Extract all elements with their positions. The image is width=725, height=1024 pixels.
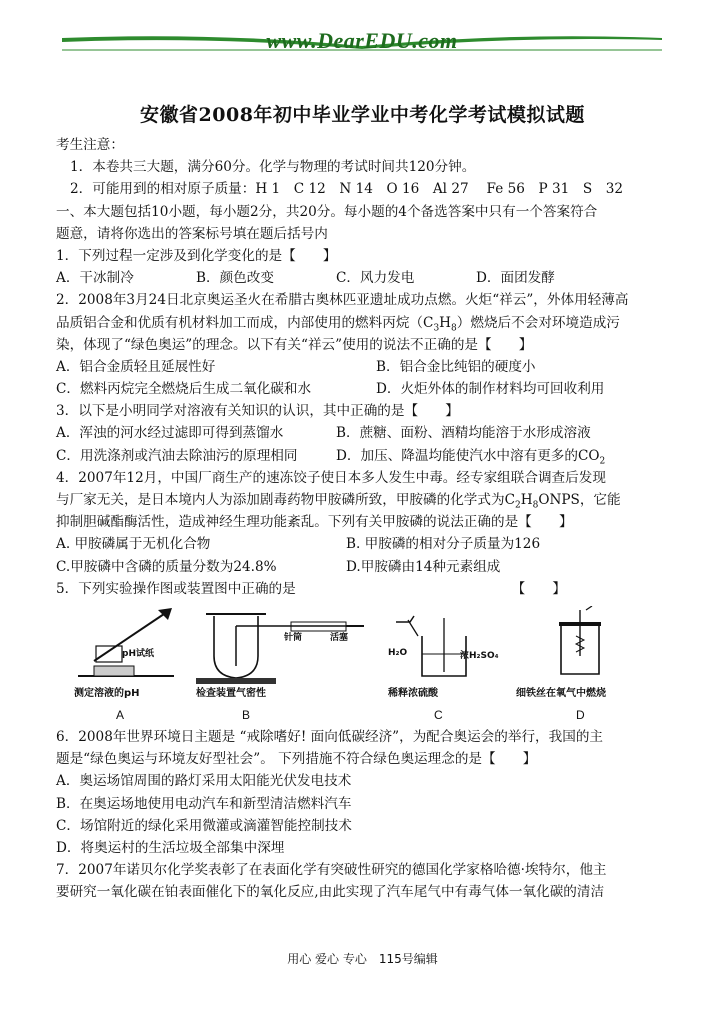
site-url[interactable]: www.DearEDU.com [266, 28, 458, 53]
q4-option-c: C.甲胺磷中含磷的质量分数为24.8% [56, 558, 277, 575]
q5-stem-line [56, 578, 666, 600]
q3-option-c: C．用洗涤剂或汽油去除油污的原理相同 [56, 447, 298, 464]
q4-option-a: A. 甲胺磷属于无机化合物 [56, 536, 211, 553]
figure-a [74, 606, 184, 726]
notice-heading: 考生注意： [56, 137, 124, 153]
q6-option-b: B．在奥运场地使用电动汽车和新型清洁燃料汽车 [56, 795, 352, 812]
q3-option-d-sub: 2 [599, 456, 606, 467]
q3-options-ab [56, 422, 666, 444]
figure-b-tag-1: 针筒 [284, 632, 303, 643]
section-1-line-2: 题意，请将你选出的答案标号填在题后括号内 [56, 225, 328, 242]
q4-sub-1: 2 [515, 500, 521, 511]
figure-a-letter: A [116, 707, 125, 722]
section-1-line-1: 一、本大题包括10小题，每小题2分，共20分。每小题的4个备选答案中只有一个答案符合 [56, 203, 598, 220]
q5-figures [56, 606, 666, 726]
q1-option-b: B．颜色改变 [196, 270, 274, 287]
q4-sub-2: 8 [532, 500, 539, 511]
figure-b-tag-2: 活塞 [330, 632, 349, 643]
figure-a-caption: 测定溶液的pH [74, 687, 140, 699]
q3-option-d-wrap [336, 445, 605, 467]
q6-option-d: D．将奥运村的生活垃圾全部集中深埋 [56, 839, 285, 856]
q1-option-c: C．风力发电 [336, 270, 415, 287]
notice-item-1: 1．本卷共三大题，满分60分。化学与物理的考试时间共120分钟。 [70, 159, 476, 176]
figure-d [516, 606, 666, 726]
q2-line-2b: ）燃烧后不会对环境造成污 [456, 314, 620, 331]
q2-option-a: A．铝合金质轻且延展性好 [56, 358, 216, 375]
figure-c-tag-2: 浓H₂SO₄ [460, 650, 499, 661]
q4-options-cd [56, 556, 666, 578]
notice-item-2: 2．可能用到的相对原子质量：H 1 C 12 N 14 O 16 Al 27 Fe 56 P 31 S 32 [70, 181, 624, 198]
figure-c-letter: C [434, 707, 443, 722]
q4-line-2a: 与厂家无关，是日本境内人为添加剧毒药物甲胺磷所致，甲胺磷的化学式为C [56, 492, 515, 508]
q4-line-2-mid: H [520, 492, 533, 508]
q4-line-2 [56, 489, 666, 511]
q6-line-1: 6．2008年世界环境日主题是 “戒除嗜好! 面向低碳经济”，为配合奥运会的举行，我国的主 [56, 728, 604, 745]
q7-line-1: 7．2007年诺贝尔化学奖表彰了在表面化学有突破性研究的德国化学家格哈德·埃特尔，他主 [56, 862, 607, 879]
figure-c [386, 606, 506, 726]
q3-options-cd [56, 445, 666, 467]
exam-content [56, 134, 666, 903]
gas-jar-icon [516, 606, 666, 691]
q6-option-c: C．场馆附近的绿化采用微灌或滴灌智能控制技术 [56, 817, 352, 834]
figure-a-tag: pH试纸 [122, 648, 154, 659]
q2-line-1: 2．2008年3月24日北京奥运圣火在希腊古奥林匹亚遗址成功点燃。火炬“祥云”，外体用轻薄高 [56, 292, 629, 309]
site-header [62, 22, 662, 62]
q2-options-ab [56, 356, 666, 378]
figure-d-letter: D [576, 707, 585, 722]
q2-option-c: C．燃料丙烷完全燃烧后生成二氧化碳和水 [56, 381, 312, 398]
q2-option-b: B．铝合金比纯铝的硬度小 [376, 358, 536, 375]
q4-line-2b: ONPS，它能 [538, 492, 621, 508]
q2-line-2a: 品质铝合金和优质有机材料加工而成，内部使用的燃料丙烷（C [56, 314, 434, 331]
q2-option-d: D．火炬外体的制作材料均可回收利用 [376, 381, 605, 398]
page-footer: 用心 爱心 专心 115号编辑 [287, 952, 438, 966]
q6-option-a: A．奥运场馆周围的路灯采用太阳能光伏发电技术 [56, 773, 352, 790]
q4-option-b: B. 甲胺磷的相对分子质量为126 [346, 536, 541, 553]
q1-options [56, 267, 666, 289]
q3-option-a: A．浑浊的河水经过滤即可得到蒸馏水 [56, 425, 284, 442]
q6-line-2: 题是“绿色奥运与环境友好型社会”。 下列措施不符合绿色奥运理念的是【 】 [56, 751, 537, 768]
q3-stem: 3．以下是小明同学对溶液有关知识的认识，其中正确的是【 】 [56, 403, 459, 420]
q2-line-2-mid: H [439, 314, 452, 331]
q1-option-d: D．面团发酵 [476, 270, 555, 287]
q7-line-2: 要研究一氧化碳在铂表面催化下的氧化反应,由此实现了汽车尾气中有毒气体一氧化碳的清洁 [56, 884, 605, 901]
q3-option-b: B．蔗糖、面粉、酒精均能溶于水形成溶液 [336, 425, 591, 442]
q4-line-1: 4．2007年12月，中国厂商生产的速冻饺子使日本多人发生中毒。经专家组联合调查后发现 [56, 469, 606, 486]
figure-b-letter: B [242, 707, 251, 722]
page-title: 安徽省2008年初中毕业学业中考化学考试模拟试题 [140, 104, 585, 126]
q2-line-2 [56, 312, 666, 334]
figure-d-caption: 细铁丝在氧气中燃烧 [516, 687, 606, 699]
q2-line-3: 染，体现了“绿色奥运”的理念。以下有关“祥云”使用的说法不正确的是【 】 [56, 336, 533, 353]
figure-b [196, 606, 366, 726]
figure-c-tag-1: H₂O [388, 647, 408, 658]
q4-line-3: 抑制胆碱酯酶活性，造成神经生理功能紊乱。下列有关甲胺磷的说法正确的是【 】 [56, 514, 573, 531]
q2-sub-2: 8 [451, 323, 457, 334]
q4-options-ab [56, 533, 666, 555]
figure-c-caption: 稀释浓硫酸 [388, 687, 438, 699]
q2-sub-1: 3 [433, 323, 440, 334]
q1-option-a: A．干冰制冷 [56, 270, 134, 287]
syringe-apparatus-icon [196, 606, 366, 691]
q1-stem: 1．下列过程一定涉及到化学变化的是【 】 [56, 247, 337, 264]
q2-options-cd [56, 378, 666, 400]
figure-b-caption: 检查装置气密性 [196, 687, 266, 699]
q5-stem: 5．下列实验操作图或装置图中正确的是 [56, 580, 296, 597]
q5-bracket: 【 】 [511, 580, 566, 597]
q3-option-d: D．加压、降温均能使汽水中溶有更多的CO [336, 447, 600, 464]
q4-option-d: D.甲胺磷由14种元素组成 [346, 558, 501, 575]
